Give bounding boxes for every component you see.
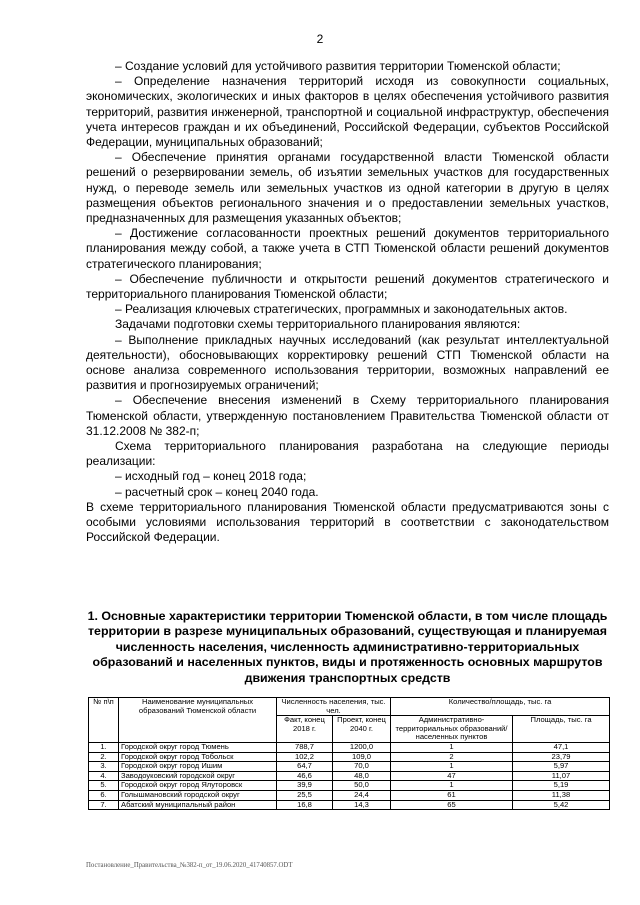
header-fact: Факт, конец 2018 г. <box>277 716 333 743</box>
row-number: 3. <box>89 762 119 772</box>
row-name: Абатский муниципальный район <box>119 800 277 810</box>
header-area: Площадь, тыс. га <box>513 716 610 743</box>
row-area: 5,97 <box>513 762 610 772</box>
row-project: 48,0 <box>333 771 391 781</box>
row-project: 24,4 <box>333 790 391 800</box>
row-project: 70,0 <box>333 762 391 772</box>
row-number: 5. <box>89 781 119 791</box>
row-name: Городской округ город Ишим <box>119 762 277 772</box>
paragraph: – Обеспечение принятия органами государственной власти Тюменской области решений о резервировании земель, об изъятии земельных участков для государственных нужд, о переводе земель или земельных участков из одной категории в другую в целях размещения объектов регионального значения и о предоставлении земельных участков, предназначенных для размещения указанных объектов; <box>86 150 609 226</box>
row-name: Заводоуковский городской округ <box>119 771 277 781</box>
row-number: 2. <box>89 752 119 762</box>
page-number: 2 <box>316 32 324 46</box>
row-area: 11,07 <box>513 771 610 781</box>
header-admin: Административно-территориальных образований/ населенных пунктов <box>391 716 513 743</box>
header-population: Численность населения, тыс. чел. <box>277 698 391 716</box>
row-fact: 788,7 <box>277 742 333 752</box>
row-number: 7. <box>89 800 119 810</box>
table-row <box>89 790 610 800</box>
paragraph: Схема территориального планирования разработана на следующие периоды реализации: <box>86 439 609 469</box>
row-fact: 46,6 <box>277 771 333 781</box>
table-body <box>89 742 610 809</box>
row-admin: 1 <box>391 762 513 772</box>
header-project: Проект, конец 2040 г. <box>333 716 391 743</box>
row-fact: 16,8 <box>277 800 333 810</box>
row-admin: 61 <box>391 790 513 800</box>
paragraph: – Выполнение прикладных научных исследований (как результат интеллектуальной деятельности), обосновывающих корректировку решений СТП Тюменской области на основе анализа современного использования территории, возможных направлений ее развития и прогнозируемых ограничений; <box>86 332 609 393</box>
paragraph: – исходный год – конец 2018 года; <box>115 469 307 484</box>
row-name: Городской округ город Тобольск <box>119 752 277 762</box>
row-area: 5,19 <box>513 781 610 791</box>
paragraph: – Обеспечение публичности и открытости решений документов стратегического и территориального планирования Тюменской области; <box>86 271 609 302</box>
row-name: Голышмановский городской округ <box>119 790 277 800</box>
header-name: Наименование муниципальных образований Тюменской области <box>119 698 277 743</box>
table-row <box>89 781 610 791</box>
section-title: 1. Основные характеристики территории Тюменской области, в том числе площадь территории в разрезе муниципальных образований, существующая и планируемая численность населения, численность административно-территориальных образований и населенных пунктов, виды и протяженность основных маршрутов движения транспортных средств <box>87 609 608 685</box>
paragraph: – Определение назначения территорий исходя из совокупности социальных, экономических, экологических и иных факторов в целях обеспечения устойчивого развития территорий, развития инженерной, транспортной и социальной инфраструктур, обеспечения учета интересов граждан и их объединений, Российской Федерации, субъектов Российской Федерации, муниципальных образований; <box>86 74 609 150</box>
row-admin: 47 <box>391 771 513 781</box>
row-number: 6. <box>89 790 119 800</box>
row-admin: 2 <box>391 752 513 762</box>
row-area: 47,1 <box>513 742 610 752</box>
row-name: Городской округ город Ялуторовск <box>119 781 277 791</box>
paragraph: – Обеспечение внесения изменений в Схему территориального планирования Тюменской области, утвержденную постановлением Правительства Тюменской области от 31.12.2008 № 382-п; <box>86 393 609 438</box>
row-admin: 65 <box>391 800 513 810</box>
row-name: Городской округ город Тюмень <box>119 742 277 752</box>
row-area: 23,79 <box>513 752 610 762</box>
header-quantity: Количество/площадь, тыс. га <box>391 698 610 716</box>
table-row <box>89 762 610 772</box>
row-fact: 102,2 <box>277 752 333 762</box>
table-row <box>89 742 610 752</box>
row-project: 14,3 <box>333 800 391 810</box>
row-area: 5,42 <box>513 800 610 810</box>
table-row <box>89 800 610 810</box>
row-area: 11,38 <box>513 790 610 800</box>
row-fact: 25,5 <box>277 790 333 800</box>
paragraph: – Реализация ключевых стратегических, программных и законодательных актов. <box>115 302 568 317</box>
row-project: 50,0 <box>333 781 391 791</box>
row-project: 109,0 <box>333 752 391 762</box>
header-num: № п\п <box>89 698 119 743</box>
municipal-table <box>88 697 610 810</box>
body-text <box>86 59 609 546</box>
row-number: 4. <box>89 771 119 781</box>
row-fact: 39,9 <box>277 781 333 791</box>
row-project: 1200,0 <box>333 742 391 752</box>
paragraph: – Создание условий для устойчивого развития территории Тюменской области; <box>115 59 561 73</box>
row-fact: 64,7 <box>277 762 333 772</box>
footer-filename: Постановление_Правительства_№382-п_от_19.06.2020_41740857.ODT <box>86 862 293 869</box>
paragraph: – расчетный срок – конец 2040 года. <box>115 484 319 499</box>
row-admin: 1 <box>391 742 513 752</box>
row-number: 1. <box>89 742 119 752</box>
paragraph: В схеме территориального планирования Тюменской области предусматриваются зоны с особыми условиями использования территорий в соответствии с законодательством Российской Федерации. <box>86 499 609 545</box>
paragraph: Задачами подготовки схемы территориального планирования являются: <box>115 317 521 332</box>
row-admin: 1 <box>391 781 513 791</box>
paragraph: – Достижение согласованности проектных решений документов территориального планирования между собой, а также учета в СТП Тюменской области решений документов стратегического планирования; <box>86 226 609 271</box>
